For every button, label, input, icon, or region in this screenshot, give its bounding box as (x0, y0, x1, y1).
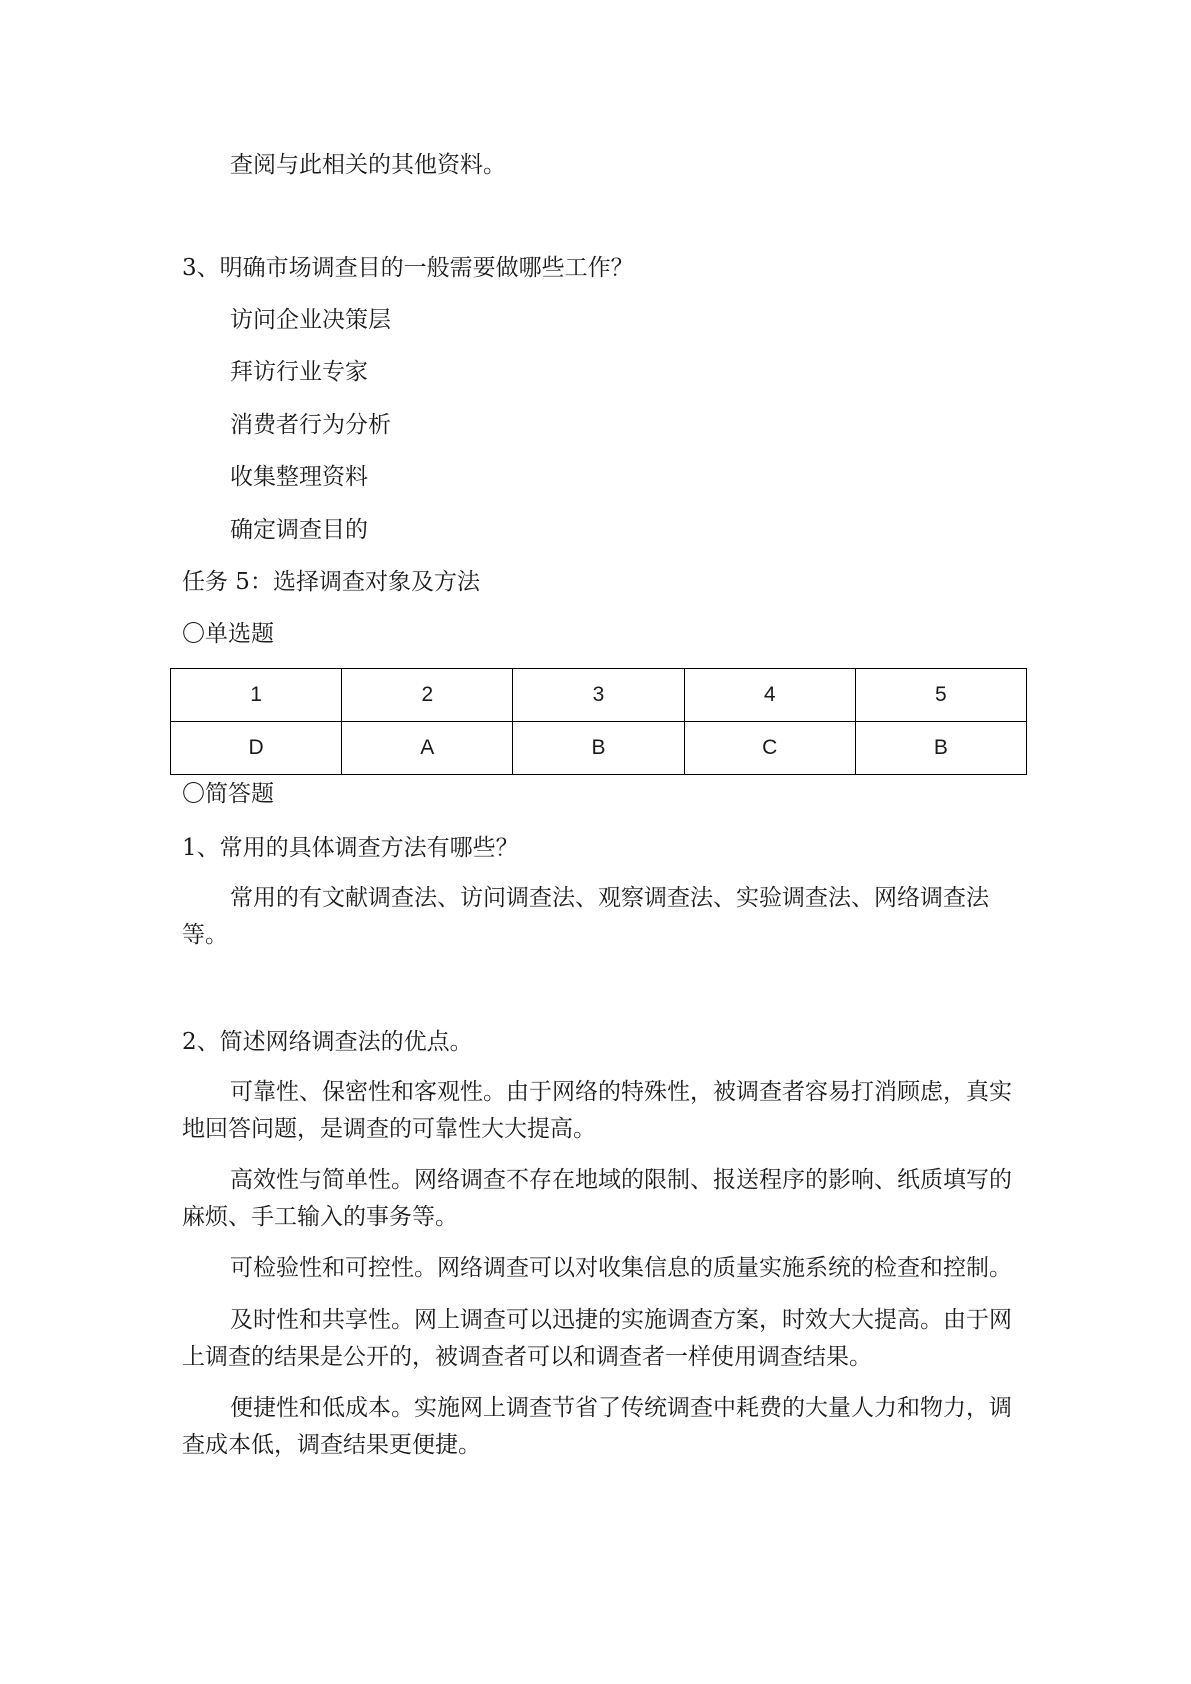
table-header-cell: 2 (342, 669, 513, 722)
answer-paragraph: 可靠性、保密性和客观性。由于网络的特殊性，被调查者容易打消顾虑，真实地回答问题，是调查的可靠性大大提高。 (182, 1079, 1012, 1142)
table-cell: C (684, 722, 855, 775)
subsection-heading: 〇简答题 (182, 781, 274, 807)
question-1: 1、常用的具体调查方法有哪些？ (182, 835, 519, 861)
table-header-cell: 4 (684, 669, 855, 722)
table-row (171, 722, 1027, 775)
answer-paragraph: 及时性和共享性。网上调查可以迅捷的实施调查方案，时效大大提高。由于网上调查的结果是公开的，被调查者可以和调查者一样使用调查结果。 (182, 1307, 1012, 1370)
list-item: 确定调查目的 (230, 517, 368, 543)
table-header-cell: 1 (171, 669, 342, 722)
table-header-cell: 3 (513, 669, 684, 722)
list-item: 访问企业决策层 (230, 307, 391, 333)
answer-paragraph: 便捷性和低成本。实施网上调查节省了传统调查中耗费的大量人力和物力，调查成本低，调查结果更便捷。 (182, 1395, 1012, 1458)
answer-paragraph: 常用的有文献调查法、访问调查法、观察调查法、实验调查法、网络调查法等。 (182, 885, 989, 948)
table-cell: D (171, 722, 342, 775)
answer-paragraph: 高效性与简单性。网络调查不存在地域的限制、报送程序的影响、纸质填写的麻烦、手工输入的事务等。 (182, 1167, 1012, 1230)
table-cell: B (855, 722, 1026, 775)
question-3: 3、明确市场调查目的一般需要做哪些工作？ (182, 255, 634, 281)
text-line: 查阅与此相关的其他资料。 (230, 152, 506, 178)
answer-paragraph: 可检验性和可控性。网络调查可以对收集信息的质量实施系统的检查和控制。 (230, 1255, 1012, 1281)
answer-table (170, 668, 1027, 775)
question-2: 2、简述网络调查法的优点。 (182, 1029, 473, 1055)
list-item: 收集整理资料 (230, 464, 368, 490)
list-item: 消费者行为分析 (230, 412, 391, 438)
subsection-heading: 〇单选题 (182, 621, 274, 647)
table-header-cell: 5 (855, 669, 1026, 722)
table-row (171, 669, 1027, 722)
list-item: 拜访行业专家 (230, 359, 368, 385)
table-cell: B (513, 722, 684, 775)
table-cell: A (342, 722, 513, 775)
section-heading: 任务 5：选择调查对象及方法 (182, 569, 480, 595)
